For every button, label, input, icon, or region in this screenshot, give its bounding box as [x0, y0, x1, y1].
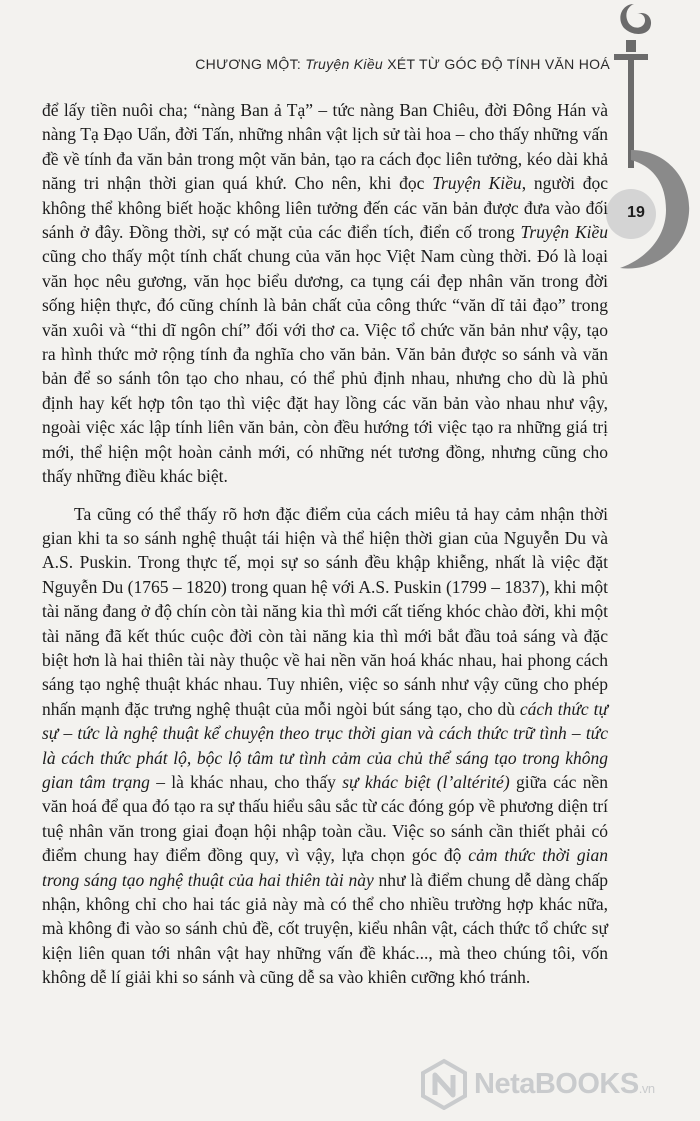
body-text: [42, 98, 608, 990]
italic-run: cách thức tự sự – tức là nghệ thuật kể chuyện theo trục thời gian và cách thức trữ tình – tức là cách thức phát lộ, bộc lộ tâm tư tình cảm của chủ thể sáng tạo trong không gian tâm trạng: [42, 698, 608, 792]
text-run: cũng cho thấy một tính chất chung của văn học Việt Nam cùng thời. Đó là loại văn học nêu gương, văn học biểu dương, ca tụng cái đẹp nhân văn trong đời sống hiện thực, đó cũng chính là bản chất của công thức “văn dĩ tải đạo” trong văn xuôi và “thi dĩ ngôn chí” đối với thơ ca. Việc tổ chức văn bản như vậy, tạo ra hình thức mở rộng tính đa nghĩa cho văn bản. Văn bản được so sánh và văn bản để so sánh tôn tạo cho nhau, có thể phủ định nhau, nhưng cho dù là phủ định hay kết hợp tôn tạo thì việc đặt hay lồng các văn bản vào nhau như vậy, ngoài việc xác lập tính liên văn bản, còn đều hướng tới việc tạo ra những giá trị mới, thể hiện một hoàn cảnh mới, có những nét tương đồng, nhưng cũng cho thấy những điều khác biệt.: [42, 246, 608, 487]
italic-run: cảm thức thời gian trong sáng tạo nghệ thuật của hai thiên tài này: [42, 845, 608, 890]
header-title-italic: Truyện Kiều: [305, 56, 384, 72]
text-run: giữa các nền văn hoá để qua đó tạo ra sự thấu hiểu sâu sắc từ các đóng góp về phương diện trí tuệ nhân văn trong giai đoạn hội nhập toàn cầu. Việc so sánh cần thiết phải có điểm chung hay điểm đồng quy, vì vậy, lựa chọn góc độ: [42, 771, 608, 866]
netabooks-logo-icon: [418, 1058, 470, 1110]
watermark-text: [474, 1068, 655, 1101]
text-run: như là điểm chung dễ dàng chấp nhận, không chỉ cho hai tác giả này mà có thể cho nhiều trường hợp khác nữa, mà không đi vào so sánh chủ đề, cốt truyện, kiểu nhân vật, cách thức tổ chức sự kiện liên quan tới nhân vật hay những vấn đề khác..., mà theo chúng tôi, vốn không dễ lí giải khi so sánh và cũng dễ sa vào khiên cưỡng khó tránh.: [42, 869, 608, 988]
header-chapter: CHƯƠNG MỘT:: [195, 56, 306, 72]
italic-run: Truyện Kiều: [520, 222, 608, 243]
italic-run: sự khác biệt (l’altérité): [342, 771, 510, 792]
text-run: để lấy tiền nuôi cha; “nàng Ban ả Tạ” – tức nàng Ban Chiêu, đời Đông Hán và nàng Tạ Đạo Uẩn, đời Tấn, những nhân vật lịch sử tài hoa – cho thấy những vấn đề về tính đa văn bản trong một văn bản, tạo ra cách đọc liên tưởng, kéo dài khả năng tri nhận thời gian quá khứ. Cho nên, khi đọc: [42, 100, 608, 194]
paragraph-1: [42, 98, 608, 489]
text-run: – là khác nhau, cho thấy: [149, 771, 343, 792]
page-ornament: [600, 0, 700, 280]
italic-run: Truyện Kiều: [432, 173, 522, 194]
text-run: Ta cũng có thể thấy rõ hơn đặc điểm của cách miêu tả hay cảm nhận thời gian khi ta so sánh nghệ thuật tái hiện và thể hiện thời gian của Nguyễn Du và A.S. Puskin. Trong thực tế, mọi sự so sánh đều khập khiễng, nhất là việc đặt Nguyễn Du (1765 – 1820) trong quan hệ với A.S. Puskin (1799 – 1837), khi một tài năng đang ở độ chín còn tài năng kia thì mới cất tiếng khóc chào đời, khi một tài năng đã kết thúc cuộc đời còn tài năng kia thì mới bắt đầu toả sáng và đặc biệt hơn là hai thiên tài này thuộc về hai nền văn hoá khác nhau, hai phong cách sáng tạo nghệ thuật khác nhau. Tuy nhiên, việc so sánh như vậy cũng cho phép nhấn mạnh đặc trưng nghệ thuật của mỗi ngòi bút sáng tạo, cho dù: [42, 503, 608, 719]
page-number: 19: [627, 204, 645, 221]
text-run: , người đọc không thể không biết hoặc không liên tưởng đến các văn bản được đưa vào đối sánh ở đây. Đồng thời, sự có mặt của các điển tích, điển cố trong: [42, 173, 609, 243]
watermark-suffix: .vn: [638, 1080, 655, 1096]
paragraph-2: [42, 502, 608, 990]
watermark-brand: NetaBOOKS: [474, 1067, 639, 1100]
running-header: [0, 56, 610, 72]
watermark: [418, 1058, 698, 1110]
header-title-rest: XÉT TỪ GÓC ĐỘ TÍNH VĂN HOÁ: [383, 56, 610, 72]
